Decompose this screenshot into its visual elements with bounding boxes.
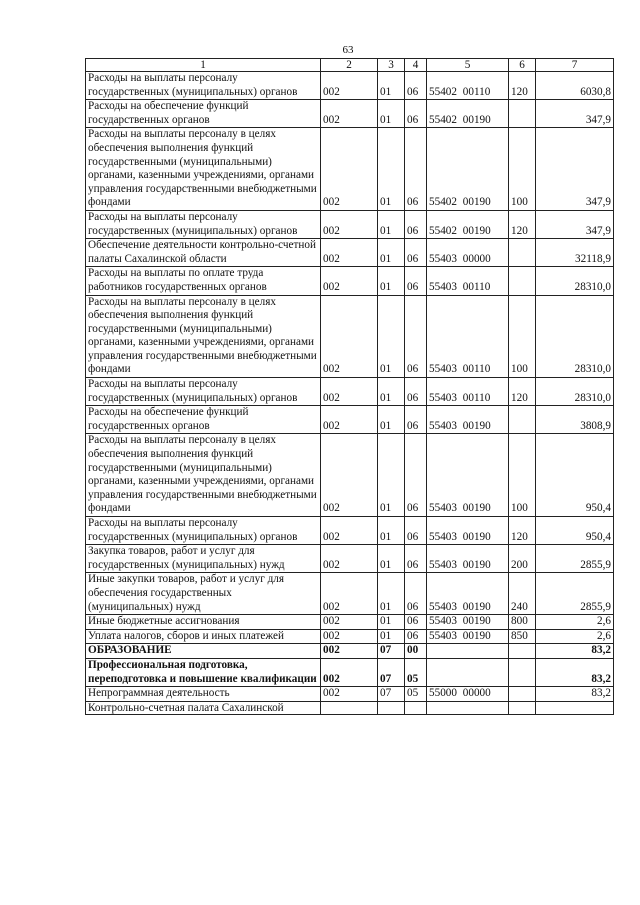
subsection-cell: 06 [405,239,427,267]
row-name-cell: Расходы на выплаты по оплате труда работников государственных органов [86,267,321,295]
table-row [86,658,614,686]
section-cell: 01 [378,517,405,545]
target-article-cell: 55403 00190 [427,629,509,644]
section-cell: 01 [378,434,405,517]
admin-code-cell: 002 [321,629,378,644]
amount-cell: 28310,0 [536,295,614,378]
row-name-cell: Иные закупки товаров, работ и услуг для обеспечения государственных (муниципальных) нужд [86,573,321,615]
target-article-cell: 55403 00190 [427,545,509,573]
section-cell: 01 [378,72,405,100]
budget-table [85,58,614,715]
target-article-cell: 55403 00000 [427,239,509,267]
row-name-cell: Расходы на выплаты персоналу в целях обеспечения выполнения функций государственными (муниципальными) органами, казенными учреждениями, органами управления государственными внебюджетными фондами [86,128,321,211]
row-name-cell: Уплата налогов, сборов и иных платежей [86,629,321,644]
header-cell: 3 [378,59,405,72]
row-name-cell: ОБРАЗОВАНИЕ [86,644,321,659]
subsection-cell: 06 [405,629,427,644]
section-cell: 07 [378,687,405,702]
target-article-cell: 55403 00110 [427,378,509,406]
table-row [86,615,614,630]
truncated-row [86,701,614,714]
expense-type-cell: 120 [509,210,536,238]
amount-cell: 347,9 [536,100,614,128]
expense-type-cell: 120 [509,517,536,545]
section-cell: 01 [378,239,405,267]
subsection-cell: 06 [405,100,427,128]
amount-cell: 950,4 [536,517,614,545]
section-cell: 01 [378,295,405,378]
expense-type-cell: 100 [509,128,536,211]
target-article-cell: 55403 00190 [427,573,509,615]
amount-cell: 28310,0 [536,267,614,295]
expense-type-cell: 240 [509,573,536,615]
subsection-cell: 06 [405,573,427,615]
row-name-cell: Расходы на выплаты персоналу государственных (муниципальных) органов [86,378,321,406]
table-row [86,267,614,295]
subsection-cell: 06 [405,72,427,100]
admin-code-cell: 002 [321,658,378,686]
subsection-cell: 06 [405,378,427,406]
header-cell: 2 [321,59,378,72]
expense-type-cell [509,687,536,702]
table-row [86,687,614,702]
admin-code-cell: 002 [321,100,378,128]
admin-code-cell: 002 [321,378,378,406]
subsection-cell: 06 [405,128,427,211]
subsection-cell: 06 [405,615,427,630]
target-article-cell: 55403 00190 [427,517,509,545]
row-name-cell: Профессиональная подготовка, переподготовка и повышение квалификации [86,658,321,686]
admin-code-cell: 002 [321,295,378,378]
row-name-cell: Непрограммная деятельность [86,687,321,702]
row-name-cell: Обеспечение деятельности контрольно-счетной палаты Сахалинской области [86,239,321,267]
page-number: 63 [342,44,354,56]
expense-type-cell [509,644,536,659]
admin-code-cell: 002 [321,406,378,434]
subsection-cell: 06 [405,434,427,517]
admin-code-cell: 002 [321,573,378,615]
target-article-cell [427,644,509,659]
subsection-cell: 06 [405,545,427,573]
header-cell: 4 [405,59,427,72]
row-name-cell: Иные бюджетные ассигнования [86,615,321,630]
expense-type-cell: 850 [509,629,536,644]
row-name-cell: Расходы на выплаты персоналу государственных (муниципальных) органов [86,72,321,100]
target-article-cell: 55402 00190 [427,128,509,211]
section-cell: 01 [378,267,405,295]
target-article-cell [427,658,509,686]
row-name-cell: Закупка товаров, работ и услуг для государственных (муниципальных) нужд [86,545,321,573]
section-cell: 01 [378,406,405,434]
amount-cell: 83,2 [536,658,614,686]
expense-type-cell: 800 [509,615,536,630]
subsection-cell: 05 [405,687,427,702]
amount-cell: 2855,9 [536,573,614,615]
table-row [86,295,614,378]
table-row [86,434,614,517]
table-row [86,545,614,573]
subsection-cell: 06 [405,210,427,238]
target-article-cell: 55403 00190 [427,615,509,630]
table-row [86,406,614,434]
amount-cell: 6030,8 [536,72,614,100]
amount-cell: 83,2 [536,644,614,659]
target-article-cell: 55403 00110 [427,295,509,378]
target-article-cell: 55403 00110 [427,267,509,295]
subsection-cell: 06 [405,517,427,545]
expense-type-cell [509,239,536,267]
expense-type-cell [509,100,536,128]
section-cell: 01 [378,210,405,238]
admin-code-cell: 002 [321,434,378,517]
amount-cell: 2,6 [536,629,614,644]
expense-type-cell: 120 [509,378,536,406]
header-row [86,59,614,72]
section-cell: 01 [378,545,405,573]
table-row [86,573,614,615]
table-row [86,644,614,659]
amount-cell: 347,9 [536,128,614,211]
admin-code-cell: 002 [321,210,378,238]
expense-type-cell: 120 [509,72,536,100]
expense-type-cell: 100 [509,434,536,517]
expense-type-cell [509,658,536,686]
section-cell: 01 [378,128,405,211]
target-article-cell: 55403 00190 [427,406,509,434]
table-row [86,210,614,238]
amount-cell: 83,2 [536,687,614,702]
table-row [86,72,614,100]
expense-type-cell: 100 [509,295,536,378]
admin-code-cell: 002 [321,615,378,630]
row-name-cell: Расходы на выплаты персоналу государственных (муниципальных) органов [86,210,321,238]
header-cell: 1 [86,59,321,72]
table-row [86,128,614,211]
admin-code-cell: 002 [321,72,378,100]
section-cell: 07 [378,658,405,686]
amount-cell: 2,6 [536,615,614,630]
section-cell: 01 [378,629,405,644]
target-article-cell: 55000 00000 [427,687,509,702]
header-cell: 7 [536,59,614,72]
section-cell: 01 [378,100,405,128]
expense-type-cell [509,267,536,295]
target-article-cell: 55402 00190 [427,100,509,128]
row-name-cell: Контрольно-счетная палата Сахалинской [86,701,321,714]
amount-cell: 3808,9 [536,406,614,434]
header-cell: 5 [427,59,509,72]
table-row [86,100,614,128]
admin-code-cell: 002 [321,687,378,702]
row-name-cell: Расходы на выплаты персоналу в целях обеспечения выполнения функций государственными (муниципальными) органами, казенными учреждениями, органами управления государственными внебюджетными фондами [86,295,321,378]
admin-code-cell: 002 [321,517,378,545]
subsection-cell: 05 [405,658,427,686]
section-cell: 01 [378,615,405,630]
target-article-cell: 55402 00190 [427,210,509,238]
row-name-cell: Расходы на обеспечение функций государственных органов [86,100,321,128]
expense-type-cell: 200 [509,545,536,573]
admin-code-cell: 002 [321,128,378,211]
table-row [86,629,614,644]
admin-code-cell: 002 [321,267,378,295]
subsection-cell: 00 [405,644,427,659]
section-cell: 01 [378,573,405,615]
header-cell: 6 [509,59,536,72]
target-article-cell: 55402 00110 [427,72,509,100]
subsection-cell: 06 [405,267,427,295]
row-name-cell: Расходы на выплаты персоналу в целях обеспечения выполнения функций государственными (муниципальными) органами, казенными учреждениями, органами управления государственными внебюджетными фондами [86,434,321,517]
target-article-cell: 55403 00190 [427,434,509,517]
admin-code-cell: 002 [321,239,378,267]
amount-cell: 950,4 [536,434,614,517]
row-name-cell: Расходы на выплаты персоналу государственных (муниципальных) органов [86,517,321,545]
subsection-cell: 06 [405,295,427,378]
admin-code-cell: 002 [321,545,378,573]
admin-code-cell: 002 [321,644,378,659]
amount-cell: 2855,9 [536,545,614,573]
row-name-cell: Расходы на обеспечение функций государственных органов [86,406,321,434]
section-cell: 01 [378,378,405,406]
subsection-cell: 06 [405,406,427,434]
expense-type-cell [509,406,536,434]
table-row [86,378,614,406]
table-row [86,517,614,545]
table-row [86,239,614,267]
amount-cell: 28310,0 [536,378,614,406]
section-cell: 07 [378,644,405,659]
amount-cell: 347,9 [536,210,614,238]
amount-cell: 32118,9 [536,239,614,267]
